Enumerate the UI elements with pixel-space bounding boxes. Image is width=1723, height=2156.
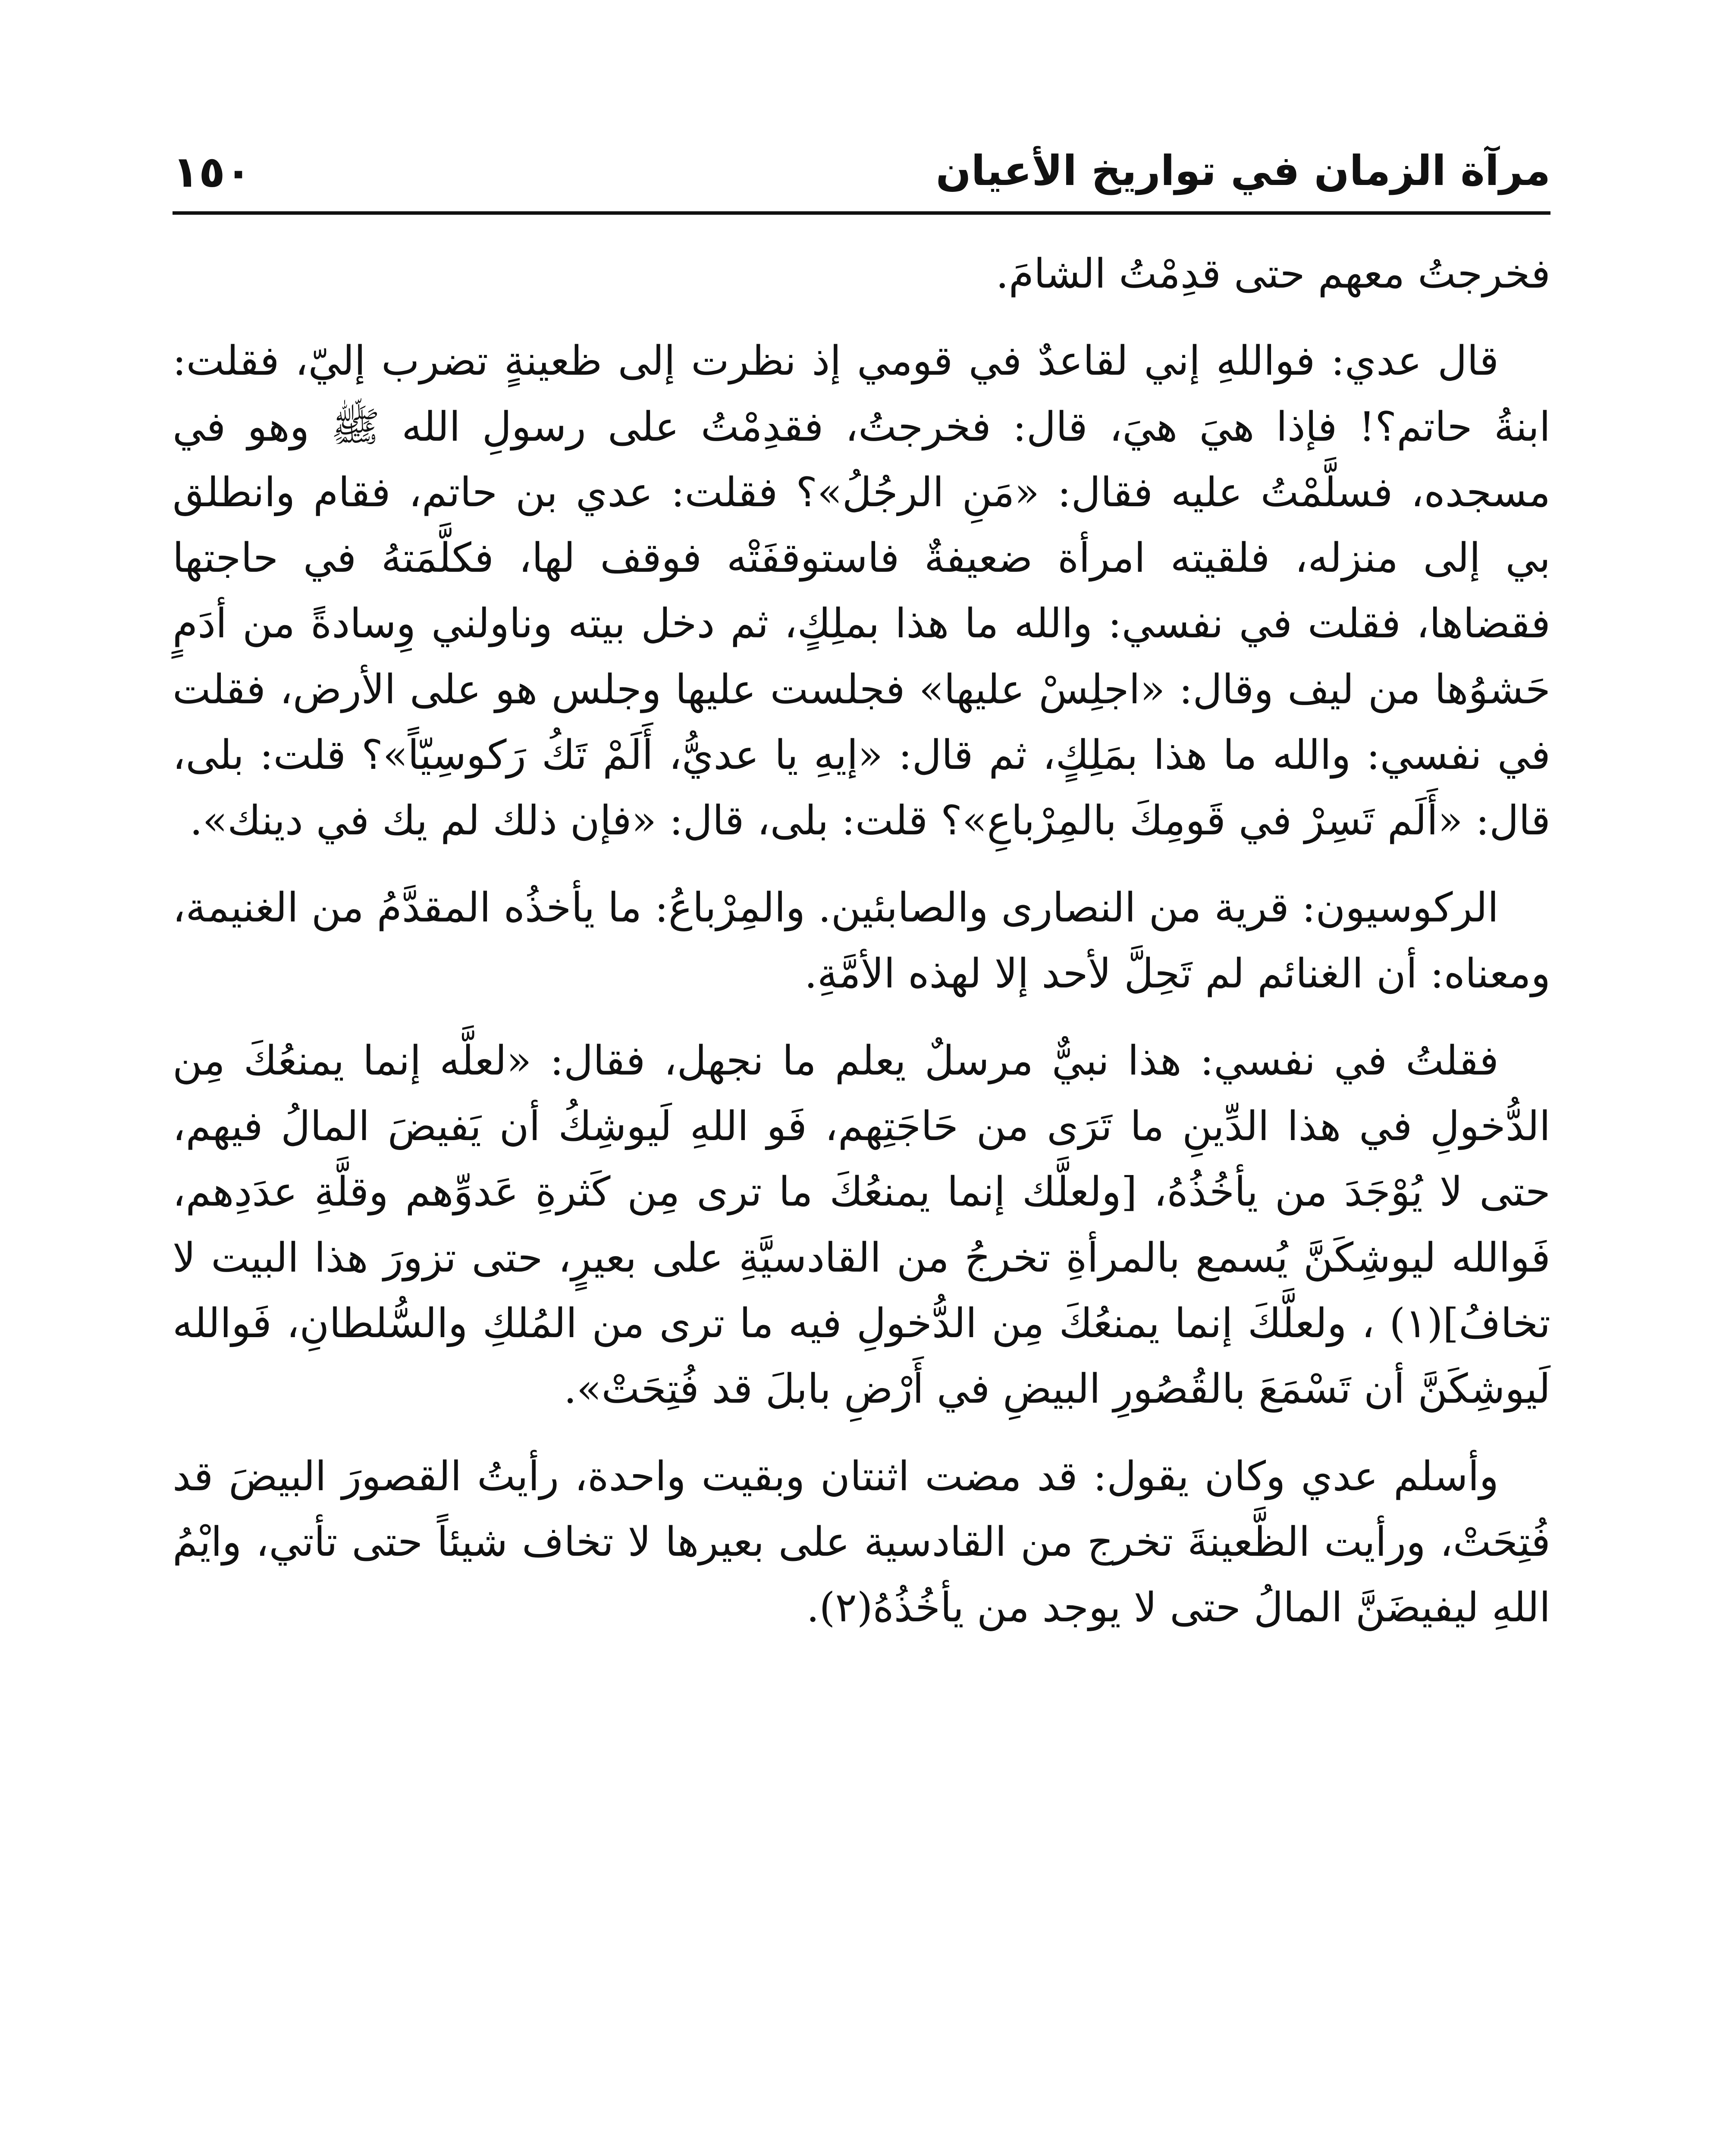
paragraph-3: الركوسيون: قرية من النصارى والصابئين. والمِرْباعُ: ما يأخذُه المقدَّمُ من الغنيمة، ومعناه: أن الغنائم لم تَحِلَّ لأحد إلا لهذه الأمَّةِ.	[173, 884, 1550, 997]
page-number: ١٥٠	[173, 147, 252, 197]
paragraph-4: فقلتُ في نفسي: هذا نبيٌّ مرسلٌ يعلم ما نجهل، فقال: «لعلَّه إنما يمنعُكَ مِن الدُّخولِ في هذا الدِّينِ ما تَرَى من حَاجَتِهم، فَو اللهِ لَيوشِكُ أن يَفيضَ المالُ فيهم، حتى لا يُوْجَدَ من يأخُذُهُ، [ولعلَّك إنما يمنعُكَ ما ترى مِن كَثرةِ عَدوِّهم وقلَّةِ عدَدِهم، فَوالله ليوشِكَنَّ يُسمع بالمرأةِ تخرجُ من القادسيَّةِ على بعيرٍ، حتى تزورَ هذا البيت لا تخافُ](١) ، ولعلَّكَ إنما يمنعُكَ مِن الدُّخولِ فيه ما ترى من المُلكِ والسُّلطانِ، فَوالله لَيوشِكَنَّ أن تَسْمَعَ بالقُصُورِ البيضِ في أَرْضِ بابلَ قد فُتِحَتْ».	[173, 1037, 1550, 1413]
main-text	[173, 241, 1550, 1662]
paragraph-2: قال عدي: فواللهِ إني لقاعدٌ في قومي إذ نظرت إلى ظعينةٍ تضرب إليّ، فقلت: ابنةُ حاتم؟! فإذا هيَ هيَ، قال: فخرجتُ، فقدِمْتُ على رسولِ الله ﷺ وهو في مسجده، فسلَّمْتُ عليه فقال: «مَنِ الرجُلُ»؟ فقلت: عدي بن حاتم، فقام وانطلق بي إلى منزله، فلقيته امرأة ضعيفةٌ فاستوقفَتْه فوقف لها، فكلَّمَتهُ في حاجتها فقضاها، فقلت في نفسي: والله ما هذا بملِكٍ، ثم دخل بيته وناولني وِسادةً من أدَمٍ حَشوُها من ليف وقال: «اجلِسْ عليها» فجلست عليها وجلس هو على الأرض، فقلت في نفسي: والله ما هذا بمَلِكٍ، ثم قال: «إيهِ يا عديُّ، أَلَمْ تَكُ رَكوسِيّاً»؟ قلت: بلى، قال: «أَلَم تَسِرْ في قَومِكَ بالمِرْباعِ»؟ قلت: بلى، قال: «فإن ذلك لم يك في دينك».	[173, 338, 1550, 845]
paragraph-5: وأسلم عدي وكان يقول: قد مضت اثنتان وبقيت واحدة، رأيتُ القصورَ البيضَ قد فُتِحَتْ، ورأيت الظَّعينةَ تخرج من القادسية على بعيرها لا تخاف شيئاً حتى تأتي، وايْمُ اللهِ ليفيضَنَّ المالُ حتى لا يوجد من يأخُذُهُ(٢).	[173, 1453, 1550, 1632]
paragraph-1: فخرجتُ معهم حتى قدِمْتُ الشامَ.	[995, 251, 1550, 298]
running-title: مرآة الزمان في تواريخ الأعيان	[935, 147, 1550, 195]
page-header	[173, 129, 1550, 215]
